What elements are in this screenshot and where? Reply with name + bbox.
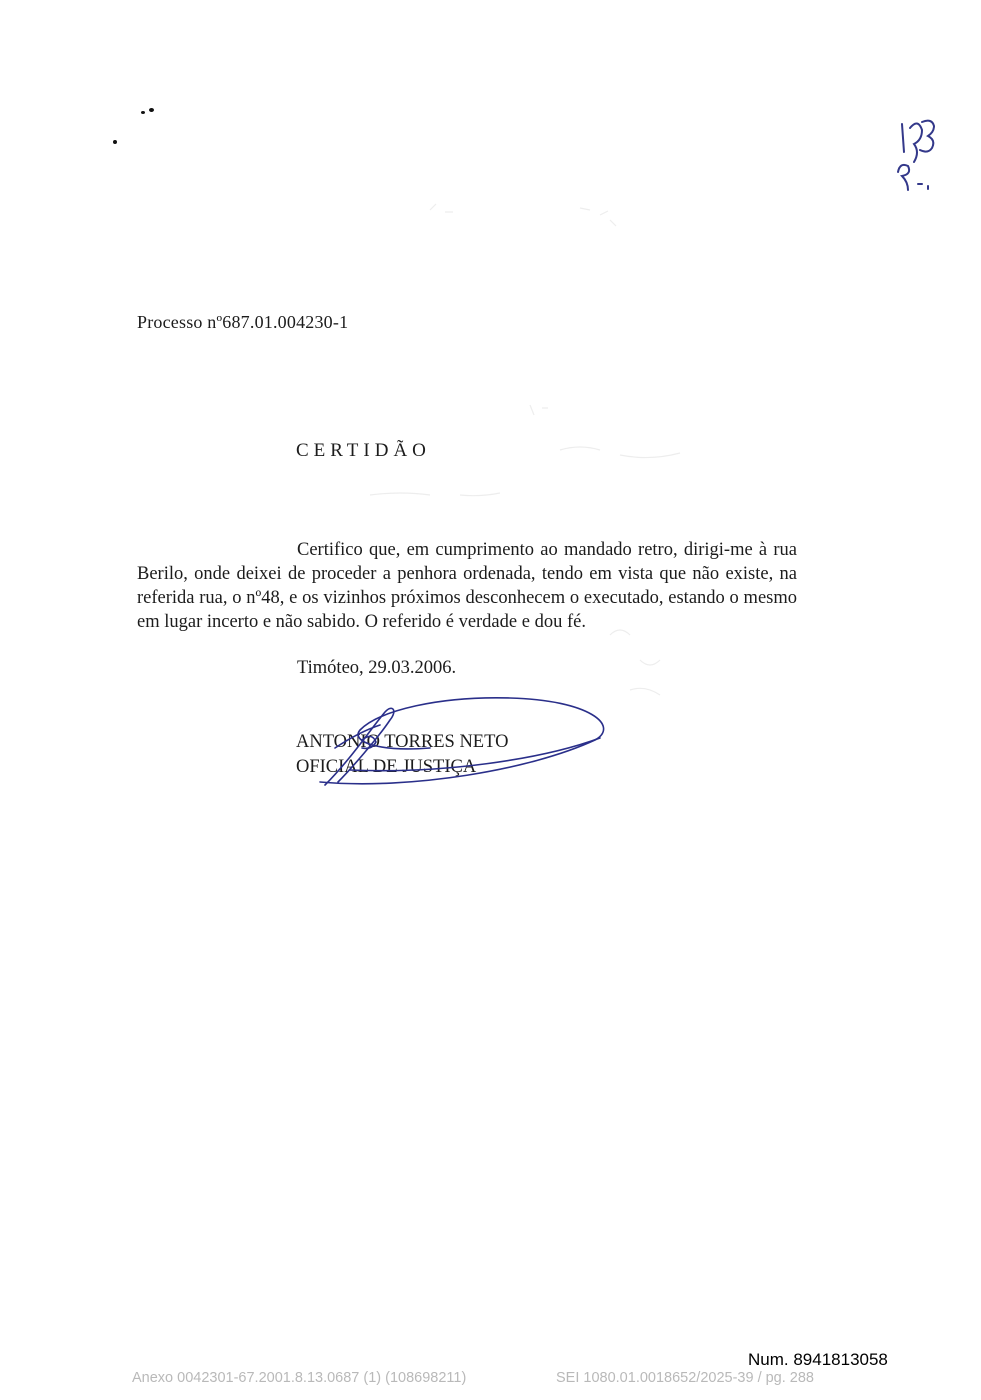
scan-speck [141,111,145,114]
signatory-role: OFICIAL DE JUSTIÇA [296,757,477,777]
scan-speck [149,108,154,112]
process-number: Processo nº687.01.004230-1 [137,312,349,332]
annex-reference: Anexo 0042301-67.2001.8.13.0687 (1) (108698211) [132,1370,467,1386]
handwritten-page-number [888,112,958,192]
scan-speck [113,140,117,144]
sei-reference: SEI 1080.01.0018652/2025-39 / pg. 288 [556,1370,814,1386]
handwritten-signature [290,690,620,800]
certificate-body: Certifico que, em cumprimento ao mandado retro, dirigi-me à rua Berilo, onde deixei de proceder a penhora ordenada, tendo em vista que não existe, na referida rua, o nº48, e os vizinhos próximos desconhecem o executado, estando o mesmo em lugar incerto e não sabido. O referido é verdade e dou fé. [137,540,797,632]
document-title: CERTIDÃO [296,440,431,461]
signatory-name: ANTONIO TORRES NETO [296,732,509,752]
document-number: Num. 8941813058 [748,1350,888,1369]
place-and-date: Timóteo, 29.03.2006. [297,658,457,678]
